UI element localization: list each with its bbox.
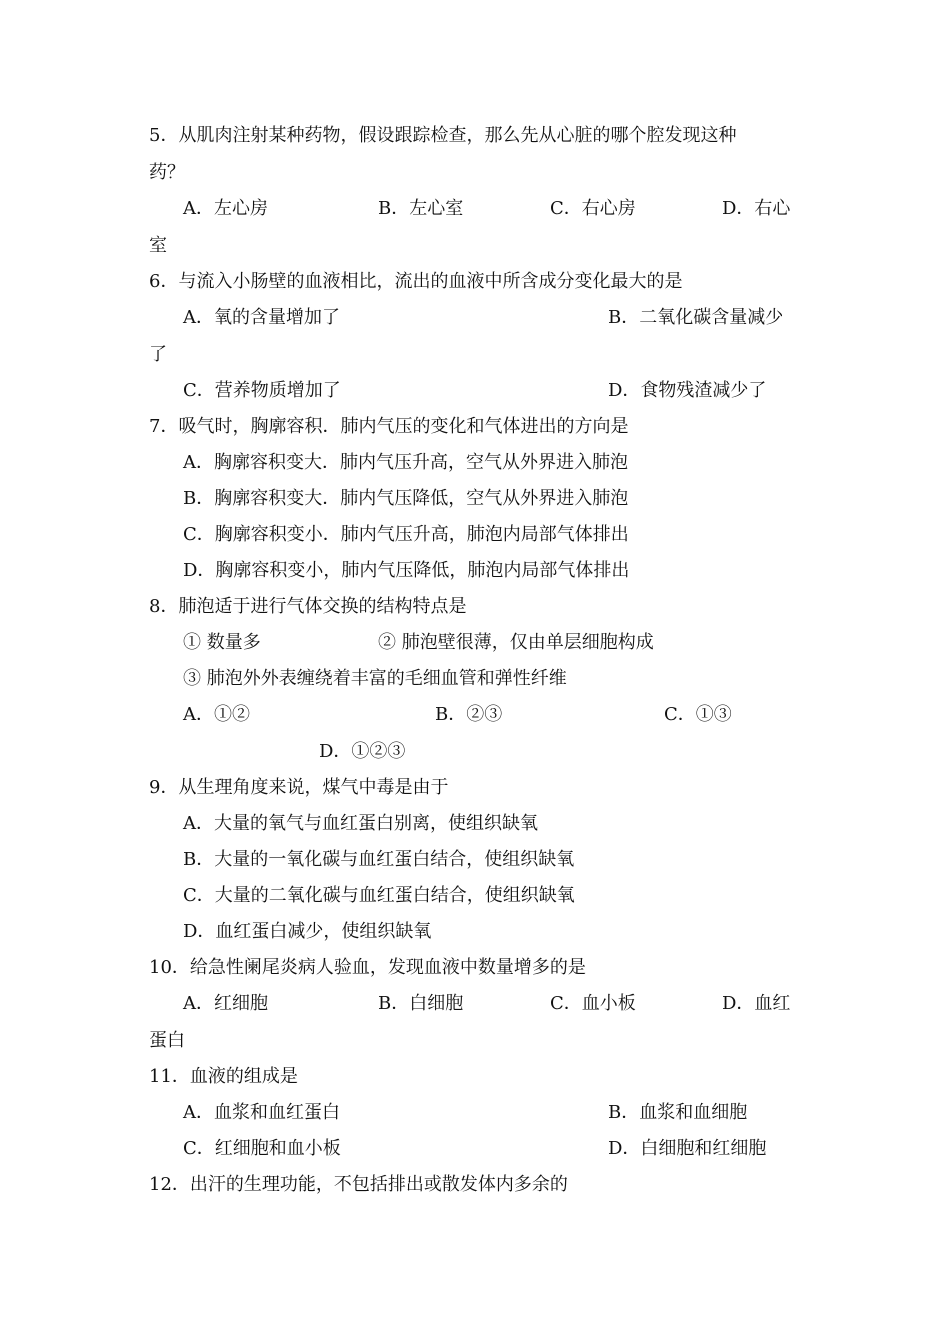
q8-option-c: C．①③ bbox=[664, 704, 732, 725]
q8-stem: 8．肺泡适于进行气体交换的结构特点是 bbox=[149, 596, 467, 617]
q10-option-a: A．红细胞 bbox=[183, 993, 268, 1014]
q5-option-c: C．右心房 bbox=[550, 198, 636, 219]
q6-option-b: B．二氧化碳含量减少 bbox=[608, 307, 784, 328]
q6-option-c: C．营养物质增加了 bbox=[183, 380, 341, 401]
q9-option-c: C．大量的二氧化碳与血红蛋白结合，使组织缺氧 bbox=[183, 885, 575, 906]
q10-option-c: C．血小板 bbox=[550, 993, 636, 1014]
q9-option-a: A．大量的氧气与血红蛋白别离，使组织缺氧 bbox=[183, 813, 538, 834]
q10-stem: 10．给急性阑尾炎病人验血，发现血液中数量增多的是 bbox=[149, 957, 586, 978]
q10-option-b: B．白细胞 bbox=[378, 993, 464, 1014]
q9-stem: 9．从生理角度来说，煤气中毒是由于 bbox=[149, 777, 449, 798]
q6-stem: 6．与流入小肠壁的血液相比，流出的血液中所含成分变化最大的是 bbox=[149, 271, 683, 292]
q8-option-d: D．①②③ bbox=[319, 741, 406, 762]
q6-option-a: A．氧的含量增加了 bbox=[183, 307, 340, 328]
q11-stem: 11．血液的组成是 bbox=[149, 1066, 298, 1087]
q5-option-a: A．左心房 bbox=[183, 198, 268, 219]
q5-option-d-wrap: 室 bbox=[149, 235, 167, 256]
q5-stem-line1: 5．从肌肉注射某种药物，假设跟踪检查，那么先从心脏的哪个腔发现这种 bbox=[149, 125, 737, 146]
q8-option-b: B．②③ bbox=[435, 704, 503, 725]
q7-option-c: C．胸廓容积变小．肺内气压升高，肺泡内局部气体排出 bbox=[183, 524, 629, 545]
q11-option-a: A．血浆和血红蛋白 bbox=[183, 1102, 340, 1123]
q8-option-a: A．①② bbox=[183, 704, 250, 725]
q6-option-b-wrap: 了 bbox=[149, 344, 167, 365]
q10-option-d-wrap: 蛋白 bbox=[149, 1030, 185, 1051]
q8-item-1: ① 数量多 bbox=[183, 632, 261, 653]
q7-option-b: B．胸廓容积变大．肺内气压降低，空气从外界进入肺泡 bbox=[183, 488, 629, 509]
q5-option-d: D．右心 bbox=[722, 198, 791, 219]
q7-stem: 7．吸气时，胸廓容积．肺内气压的变化和气体进出的方向是 bbox=[149, 416, 629, 437]
q10-option-d: D．血红 bbox=[722, 993, 791, 1014]
q7-option-d: D．胸廓容积变小，肺内气压降低，肺泡内局部气体排出 bbox=[183, 560, 630, 581]
q11-option-c: C．红细胞和血小板 bbox=[183, 1138, 341, 1159]
q9-option-b: B．大量的一氧化碳与血红蛋白结合，使组织缺氧 bbox=[183, 849, 575, 870]
q8-item-2: ② 肺泡壁很薄，仅由单层细胞构成 bbox=[378, 632, 654, 653]
q9-option-d: D．血红蛋白减少，使组织缺氧 bbox=[183, 921, 432, 942]
q8-item-3: ③ 肺泡外外表缠绕着丰富的毛细血管和弹性纤维 bbox=[183, 668, 567, 689]
q7-option-a: A．胸廓容积变大．肺内气压升高，空气从外界进入肺泡 bbox=[183, 452, 628, 473]
q11-option-d: D．白细胞和红细胞 bbox=[608, 1138, 767, 1159]
q6-option-d: D．食物残渣减少了 bbox=[608, 380, 767, 401]
q5-stem-line2: 药？ bbox=[149, 162, 185, 183]
q5-option-b: B．左心室 bbox=[378, 198, 464, 219]
q11-option-b: B．血浆和血细胞 bbox=[608, 1102, 748, 1123]
q12-stem: 12．出汗的生理功能，不包括排出或散发体内多余的 bbox=[149, 1174, 568, 1195]
